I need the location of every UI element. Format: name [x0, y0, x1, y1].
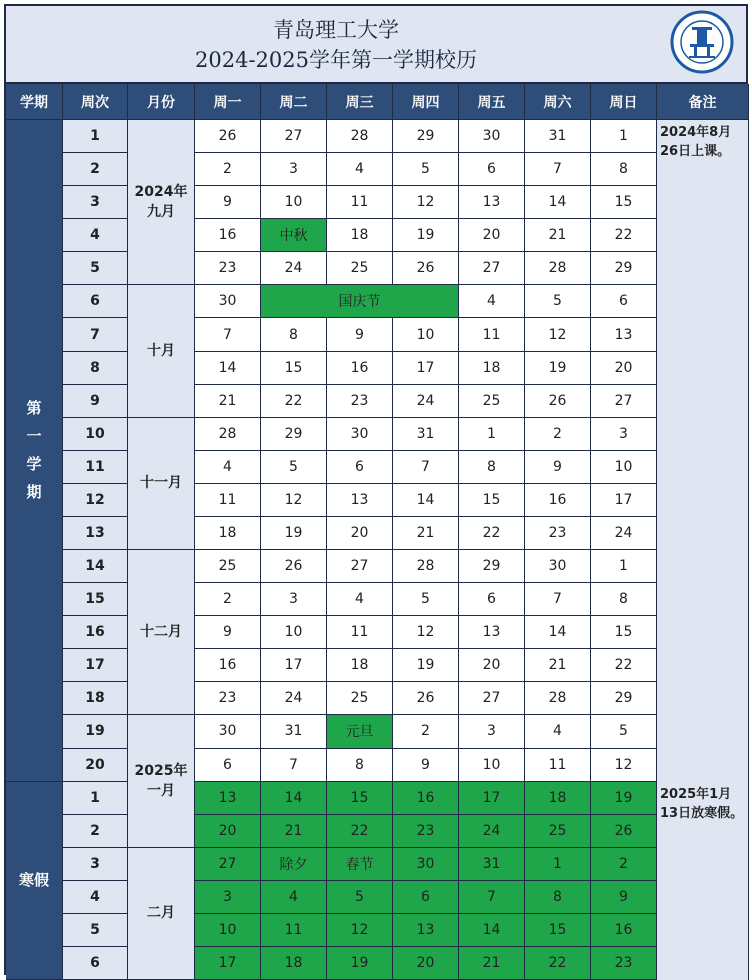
day-cell: 15: [591, 186, 657, 219]
day-cell: 11: [459, 318, 525, 351]
day-cell: 16: [195, 649, 261, 682]
day-cell: 13: [591, 318, 657, 351]
week-number: 19: [63, 715, 128, 748]
day-cell: 21: [525, 219, 591, 252]
holiday-day-cell: 7: [459, 881, 525, 914]
month-label: 十一月: [128, 418, 195, 550]
holiday-day-cell: 19: [327, 947, 393, 980]
holiday-day-cell: 16: [393, 782, 459, 815]
holiday-day-cell: 6: [393, 881, 459, 914]
day-cell: 20: [327, 517, 393, 550]
week-number: 2: [63, 153, 128, 186]
day-cell: 23: [525, 517, 591, 550]
day-cell: 12: [525, 318, 591, 351]
day-cell: 26: [393, 682, 459, 715]
holiday-day-cell: 18: [525, 782, 591, 815]
day-cell: 14: [195, 352, 261, 385]
holiday-day-cell: 26: [591, 815, 657, 848]
day-cell: 20: [591, 352, 657, 385]
day-cell: 4: [525, 715, 591, 748]
day-cell: 26: [393, 252, 459, 285]
day-cell: 29: [591, 682, 657, 715]
day-cell: 25: [327, 682, 393, 715]
holiday-day-cell: 2: [591, 848, 657, 881]
day-cell: 30: [459, 120, 525, 153]
semester-label: [6, 120, 63, 782]
day-cell: 15: [459, 484, 525, 517]
day-cell: 14: [393, 484, 459, 517]
day-cell: 23: [195, 252, 261, 285]
day-cell: 19: [393, 219, 459, 252]
day-cell: 25: [459, 385, 525, 418]
day-cell: 10: [393, 318, 459, 351]
holiday-day-cell: 14: [261, 782, 327, 815]
holiday-day-cell: 12: [327, 914, 393, 947]
week-number: 8: [63, 352, 128, 385]
holiday-day-cell: 23: [393, 815, 459, 848]
column-header: 周日: [591, 84, 657, 120]
day-cell: 17: [393, 352, 459, 385]
day-cell: 25: [195, 550, 261, 583]
day-cell: 3: [261, 153, 327, 186]
day-cell: 15: [591, 616, 657, 649]
week-number: 20: [63, 749, 128, 782]
day-cell: 2: [195, 153, 261, 186]
day-cell: 8: [591, 153, 657, 186]
day-cell: 31: [261, 715, 327, 748]
day-cell: 16: [327, 352, 393, 385]
day-cell: 30: [327, 418, 393, 451]
month-label: 二月: [128, 848, 195, 980]
day-cell: 24: [261, 682, 327, 715]
month-label: 2025年一月: [128, 715, 195, 847]
day-cell: 21: [525, 649, 591, 682]
day-cell: 4: [459, 285, 525, 318]
month-label: 2024年九月: [128, 120, 195, 285]
week-number: 7: [63, 318, 128, 351]
week-number: 5: [63, 914, 128, 947]
day-cell: 29: [393, 120, 459, 153]
day-cell: 20: [459, 649, 525, 682]
day-cell: 10: [459, 749, 525, 782]
day-cell: 6: [195, 749, 261, 782]
day-cell: 8: [261, 318, 327, 351]
day-cell: 9: [525, 451, 591, 484]
column-header: 周六: [525, 84, 591, 120]
holiday-day-cell: 5: [327, 881, 393, 914]
calendar-sheet: [4, 4, 748, 975]
day-cell: 3: [591, 418, 657, 451]
column-header: 周五: [459, 84, 525, 120]
day-cell: 26: [261, 550, 327, 583]
holiday-day-cell: 19: [591, 782, 657, 815]
day-cell: 10: [591, 451, 657, 484]
day-cell: 8: [591, 583, 657, 616]
university-name: 青岛理工大学: [273, 18, 399, 42]
holiday-day-cell: 20: [195, 815, 261, 848]
week-number: 15: [63, 583, 128, 616]
day-cell: 12: [393, 186, 459, 219]
holiday-day-cell: 31: [459, 848, 525, 881]
day-cell: 27: [459, 252, 525, 285]
day-cell: 29: [459, 550, 525, 583]
day-cell: 8: [459, 451, 525, 484]
week-number: 16: [63, 616, 128, 649]
day-cell: 9: [393, 749, 459, 782]
day-cell: 6: [591, 285, 657, 318]
remark-note: 2025年1月13日放寒假。: [657, 782, 749, 980]
holiday-day-cell: 13: [393, 914, 459, 947]
day-cell: 21: [393, 517, 459, 550]
holiday-day-cell: 9: [591, 881, 657, 914]
holiday-day-cell: 21: [261, 815, 327, 848]
day-cell: 22: [459, 517, 525, 550]
day-cell: 22: [591, 219, 657, 252]
day-cell: 27: [261, 120, 327, 153]
holiday-day-cell: 17: [459, 782, 525, 815]
day-cell: 8: [327, 749, 393, 782]
holiday-day-cell: 21: [459, 947, 525, 980]
day-cell: 7: [195, 318, 261, 351]
day-cell: 2: [393, 715, 459, 748]
day-cell: 30: [195, 715, 261, 748]
day-cell: 23: [195, 682, 261, 715]
week-number: 10: [63, 418, 128, 451]
day-cell: 7: [525, 583, 591, 616]
day-cell: 19: [261, 517, 327, 550]
day-cell: 28: [195, 418, 261, 451]
holiday-day-cell: 17: [195, 947, 261, 980]
day-cell: 11: [195, 484, 261, 517]
day-cell: 18: [327, 649, 393, 682]
week-number: 12: [63, 484, 128, 517]
column-header: 周二: [261, 84, 327, 120]
day-cell: 6: [459, 153, 525, 186]
week-number: 4: [63, 881, 128, 914]
holiday-day-cell: 13: [195, 782, 261, 815]
day-cell: 20: [459, 219, 525, 252]
day-cell: 4: [195, 451, 261, 484]
day-cell: 22: [261, 385, 327, 418]
day-cell: 5: [525, 285, 591, 318]
week-number: 3: [63, 848, 128, 881]
week-number: 5: [63, 252, 128, 285]
holiday-day-cell: 国庆节: [261, 285, 459, 318]
day-cell: 30: [525, 550, 591, 583]
calendar-header: [6, 6, 746, 84]
day-cell: 6: [459, 583, 525, 616]
day-cell: 26: [195, 120, 261, 153]
holiday-day-cell: 22: [525, 947, 591, 980]
holiday-day-cell: 春节: [327, 848, 393, 881]
day-cell: 24: [591, 517, 657, 550]
day-cell: 19: [525, 352, 591, 385]
month-label: 十二月: [128, 550, 195, 715]
day-cell: 9: [327, 318, 393, 351]
holiday-day-cell: 25: [525, 815, 591, 848]
week-number: 1: [63, 782, 128, 815]
day-cell: 3: [459, 715, 525, 748]
day-cell: 5: [393, 153, 459, 186]
column-header: 周次: [63, 84, 128, 120]
day-cell: 28: [525, 252, 591, 285]
holiday-day-cell: 27: [195, 848, 261, 881]
day-cell: 5: [261, 451, 327, 484]
calendar-title: 2024-2025学年第一学期校历: [195, 48, 477, 72]
day-cell: 28: [393, 550, 459, 583]
week-number: 9: [63, 385, 128, 418]
day-cell: 31: [393, 418, 459, 451]
day-cell: 31: [525, 120, 591, 153]
day-cell: 11: [327, 616, 393, 649]
week-number: 4: [63, 219, 128, 252]
day-cell: 11: [327, 186, 393, 219]
column-header: 月份: [128, 84, 195, 120]
day-cell: 21: [195, 385, 261, 418]
holiday-day-cell: 10: [195, 914, 261, 947]
day-cell: 22: [591, 649, 657, 682]
day-cell: 29: [591, 252, 657, 285]
day-cell: 28: [525, 682, 591, 715]
month-label: 十月: [128, 285, 195, 417]
column-header: 学期: [6, 84, 63, 120]
holiday-day-cell: 24: [459, 815, 525, 848]
semester-label: [6, 782, 63, 980]
column-header: 周三: [327, 84, 393, 120]
holiday-day-cell: 中秋: [261, 219, 327, 252]
day-cell: 14: [525, 186, 591, 219]
holiday-day-cell: 15: [525, 914, 591, 947]
holiday-day-cell: 3: [195, 881, 261, 914]
day-cell: 5: [591, 715, 657, 748]
holiday-day-cell: 30: [393, 848, 459, 881]
week-number: 2: [63, 815, 128, 848]
day-cell: 18: [195, 517, 261, 550]
week-number: 6: [63, 947, 128, 980]
holiday-day-cell: 4: [261, 881, 327, 914]
day-cell: 24: [261, 252, 327, 285]
day-cell: 25: [327, 252, 393, 285]
week-number: 13: [63, 517, 128, 550]
semester-label-text: 寒假: [18, 871, 49, 890]
column-header: 备注: [657, 84, 749, 120]
week-number: 14: [63, 550, 128, 583]
holiday-day-cell: 23: [591, 947, 657, 980]
holiday-day-cell: 元旦: [327, 715, 393, 748]
week-number: 1: [63, 120, 128, 153]
day-cell: 9: [195, 186, 261, 219]
day-cell: 15: [261, 352, 327, 385]
day-cell: 12: [261, 484, 327, 517]
day-cell: 16: [525, 484, 591, 517]
holiday-day-cell: 16: [591, 914, 657, 947]
day-cell: 19: [393, 649, 459, 682]
day-cell: 18: [459, 352, 525, 385]
day-cell: 10: [261, 186, 327, 219]
day-cell: 13: [327, 484, 393, 517]
day-cell: 17: [591, 484, 657, 517]
day-cell: 14: [525, 616, 591, 649]
week-number: 18: [63, 682, 128, 715]
day-cell: 29: [261, 418, 327, 451]
day-cell: 1: [591, 550, 657, 583]
day-cell: 12: [591, 749, 657, 782]
day-cell: 13: [459, 186, 525, 219]
day-cell: 7: [525, 153, 591, 186]
week-number: 3: [63, 186, 128, 219]
day-cell: 24: [393, 385, 459, 418]
day-cell: 2: [525, 418, 591, 451]
day-cell: 11: [525, 749, 591, 782]
day-cell: 2: [195, 583, 261, 616]
day-cell: 6: [327, 451, 393, 484]
day-cell: 10: [261, 616, 327, 649]
week-number: 11: [63, 451, 128, 484]
day-cell: 30: [195, 285, 261, 318]
week-number: 6: [63, 285, 128, 318]
column-header: 周四: [393, 84, 459, 120]
holiday-day-cell: 除夕: [261, 848, 327, 881]
day-cell: 23: [327, 385, 393, 418]
holiday-day-cell: 1: [525, 848, 591, 881]
day-cell: 7: [393, 451, 459, 484]
week-number: 17: [63, 649, 128, 682]
university-logo: [670, 10, 734, 74]
day-cell: 27: [591, 385, 657, 418]
day-cell: 17: [261, 649, 327, 682]
holiday-day-cell: 14: [459, 914, 525, 947]
holiday-day-cell: 18: [261, 947, 327, 980]
holiday-day-cell: 11: [261, 914, 327, 947]
holiday-day-cell: 8: [525, 881, 591, 914]
semester-label-text: 第一学期: [26, 399, 42, 502]
day-cell: 27: [459, 682, 525, 715]
day-cell: 1: [591, 120, 657, 153]
day-cell: 9: [195, 616, 261, 649]
day-cell: 27: [327, 550, 393, 583]
day-cell: 13: [459, 616, 525, 649]
holiday-day-cell: 22: [327, 815, 393, 848]
day-cell: 4: [327, 153, 393, 186]
day-cell: 16: [195, 219, 261, 252]
day-cell: 3: [261, 583, 327, 616]
day-cell: 4: [327, 583, 393, 616]
day-cell: 12: [393, 616, 459, 649]
column-header: 周一: [195, 84, 261, 120]
holiday-day-cell: 15: [327, 782, 393, 815]
remark-note: 2024年8月26日上课。: [657, 120, 749, 782]
day-cell: 26: [525, 385, 591, 418]
day-cell: 28: [327, 120, 393, 153]
day-cell: 18: [327, 219, 393, 252]
day-cell: 5: [393, 583, 459, 616]
day-cell: 7: [261, 749, 327, 782]
day-cell: 1: [459, 418, 525, 451]
holiday-day-cell: 20: [393, 947, 459, 980]
